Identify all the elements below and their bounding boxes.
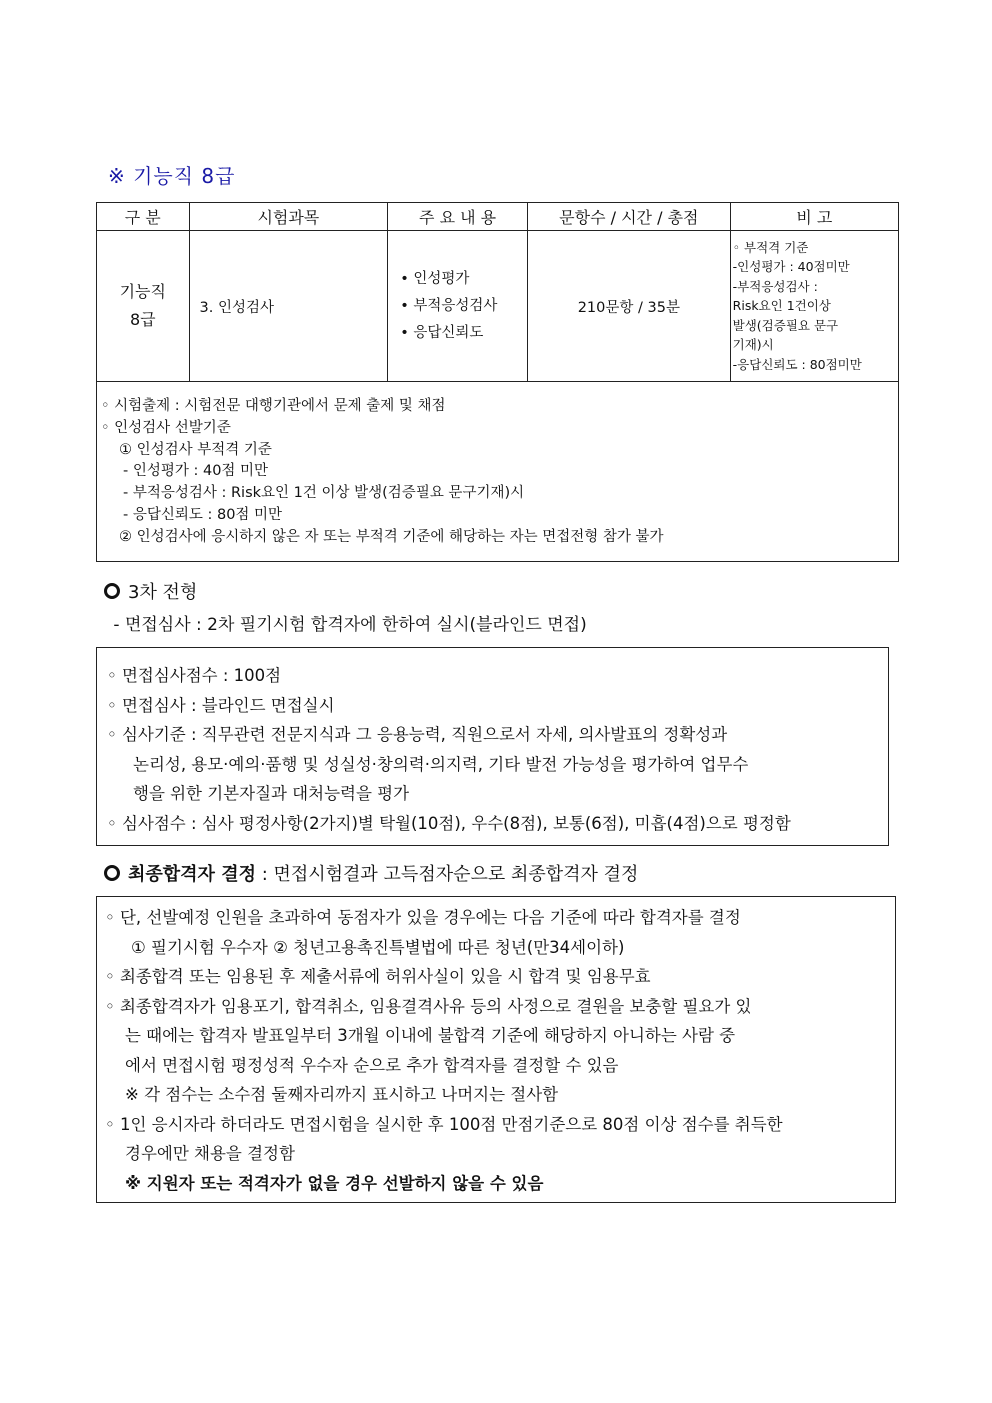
note-line: 기재)시 — [732, 337, 774, 353]
section3-subheading: - 면접심사 : 2차 필기시험 합격자에 한하여 실시(블라인드 면접) — [108, 615, 587, 635]
final-heading-bold: 최종합격자 결정 — [128, 864, 256, 885]
final-line: 경우에만 채용을 결정함 — [125, 1144, 295, 1163]
table-row — [97, 231, 899, 382]
interview-line: ◦ 면접심사점수 : 100점 — [107, 666, 282, 685]
footer-line: - 부적응성검사 : Risk요인 1건 이상 발생(검증필요 문구기재)시 — [123, 485, 525, 502]
table-footer-notes — [97, 382, 899, 562]
note-line: 발생(검증필요 문구 — [732, 317, 839, 333]
subject-cell: 3. 인성검사 — [189, 231, 388, 382]
final-line: ◦ 1인 응시자라 하더라도 면접시험을 실시한 후 100점 만점기준으로 80점 이상 점수를 취득한 — [105, 1114, 783, 1134]
interview-line: 논리성, 용모·예의·품행 및 성실성·창의력·의지력, 기타 발전 가능성을 평가하여 업무수 — [133, 754, 749, 774]
footer-line: ② 인성검사에 응시하지 않은 자 또는 부적격 기준에 해당하는 자는 면접전형 참가 불가 — [119, 528, 664, 545]
final-line: ◦ 최종합격자가 임용포기, 합격취소, 임용결격사유 등의 사정으로 결원을 보충할 필요가 있 — [105, 996, 752, 1016]
note-line: ◦ 부적격 기준 — [732, 239, 809, 255]
final-line: ◦ 단, 선발예정 인원을 초과하여 동점자가 있을 경우에는 다음 기준에 따라 합격자를 결정 — [105, 908, 741, 927]
final-line: ※ 각 점수는 소수점 둘째자리까지 표시하고 나머지는 절사함 — [125, 1085, 559, 1104]
note-line: Risk요인 1건이상 — [732, 298, 831, 314]
footer-line: ◦ 인성검사 선발기준 — [101, 419, 231, 436]
header-count: 문항수 / 시간 / 총점 — [528, 203, 731, 231]
final-line: 는 때에는 합격자 발표일부터 3개월 이내에 불합격 기준에 해당하지 아니하는 사람 중 — [125, 1026, 736, 1045]
section3-heading — [104, 578, 197, 604]
header-category: 구 분 — [97, 203, 190, 231]
notes-cell — [730, 231, 898, 382]
exam-table — [96, 202, 899, 562]
header-contents: 주 요 내 용 — [388, 203, 528, 231]
final-line: ◦ 최종합격 또는 임용된 후 제출서류에 허위사실이 있을 시 합격 및 임용무효 — [105, 967, 651, 986]
header-subject: 시험과목 — [189, 203, 388, 231]
interview-line: ◦ 면접심사 : 블라인드 면접실시 — [107, 695, 335, 715]
interview-line: ◦ 심사점수 : 심사 평정사항(2가지)별 탁월(10점), 우수(8점), 보통(6점), 미흡(4점)으로 평정함 — [107, 813, 791, 833]
category-line2: 8급 — [129, 310, 156, 329]
content-item: • 응답신뢰도 — [400, 324, 484, 341]
count-cell: 210문항 / 35분 — [528, 231, 731, 382]
circle-bullet-icon — [104, 865, 120, 881]
note-line: -인성평가 : 40점미만 — [732, 259, 850, 275]
final-heading — [104, 860, 638, 886]
table-footer-row — [97, 382, 899, 562]
circle-bullet-icon — [104, 583, 120, 599]
final-box — [96, 896, 896, 1203]
category-cell — [97, 231, 190, 382]
footer-line: ① 인성검사 부적격 기준 — [119, 441, 272, 458]
final-line: ※ 지원자 또는 적격자가 없을 경우 선발하지 않을 수 있음 — [125, 1173, 544, 1193]
content-item: • 인성평가 — [400, 270, 470, 287]
table-header-row — [97, 203, 899, 231]
category-line1: 기능직 — [119, 282, 166, 301]
section-title: ※ 기능직 8급 — [108, 164, 236, 188]
interview-box — [96, 647, 889, 846]
note-line: -응답신뢰도 : 80점미만 — [732, 356, 862, 372]
interview-line: ◦ 심사기준 : 직무관련 전문지식과 그 응용능력, 직원으로서 자세, 의사발표의 정확성과 — [107, 725, 728, 744]
content-item: • 부적응성검사 — [400, 297, 498, 314]
footer-line: - 인성평가 : 40점 미만 — [123, 463, 269, 480]
interview-line: 행을 위한 기본자질과 대처능력을 평가 — [133, 784, 410, 803]
final-line: 에서 면접시험 평정성적 우수자 순으로 추가 합격자를 결정할 수 있음 — [125, 1055, 619, 1075]
section3-heading-text: 3차 전형 — [128, 582, 198, 603]
header-notes: 비 고 — [730, 203, 898, 231]
contents-cell — [388, 231, 528, 382]
note-line: -부적응성검사 : — [732, 278, 818, 294]
footer-line: - 응답신뢰도 : 80점 미만 — [123, 506, 283, 523]
final-line: ① 필기시험 우수자 ② 청년고용촉진특별법에 따른 청년(만34세이하) — [131, 937, 625, 957]
final-heading-rest: : 면접시험결과 고득점자순으로 최종합격자 결정 — [255, 864, 639, 885]
footer-line: ◦ 시험출제 : 시험전문 대행기관에서 문제 출제 및 채점 — [101, 398, 446, 414]
